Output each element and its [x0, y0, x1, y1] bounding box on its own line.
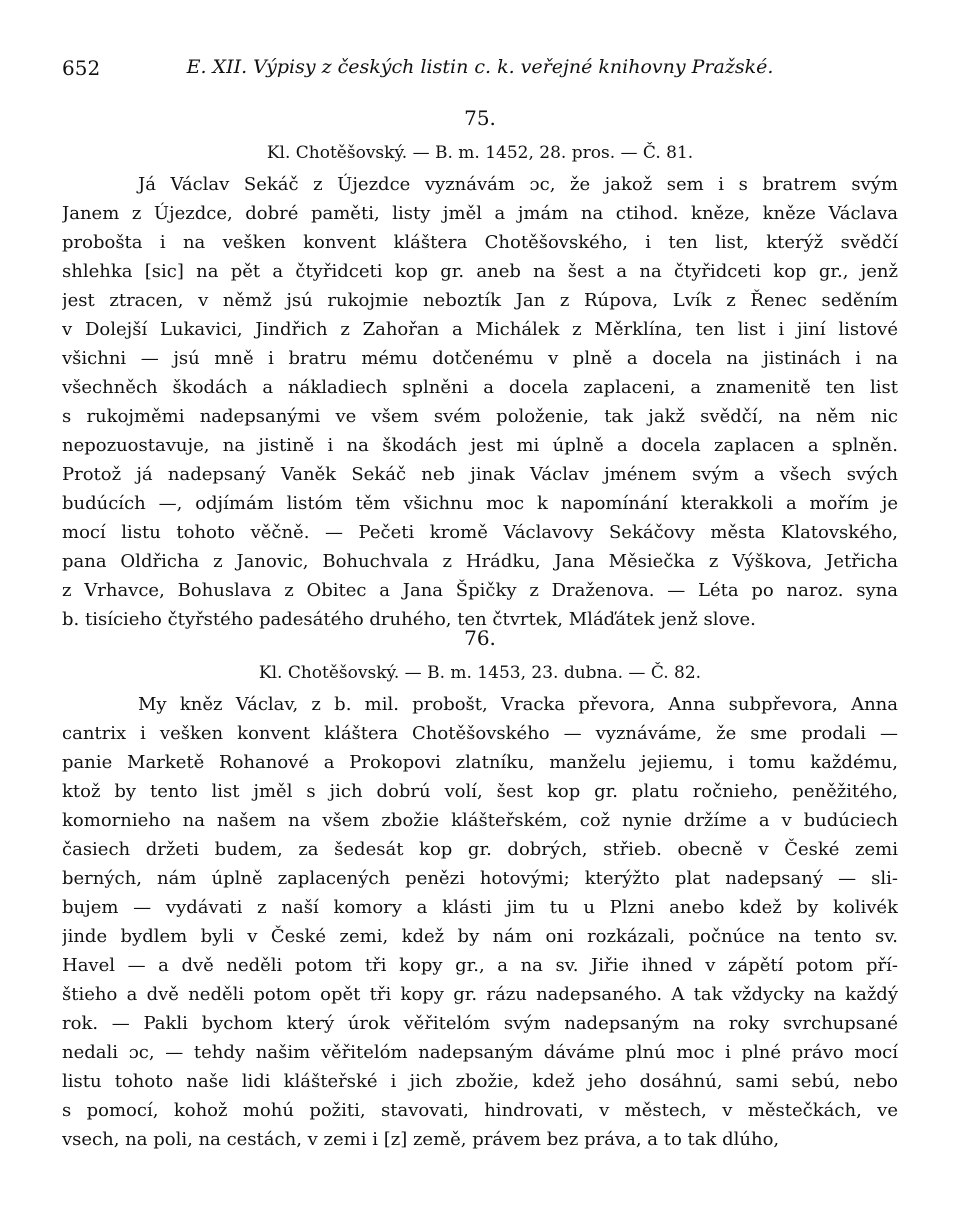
running-title: E. XII. Výpisy z českých listin c. k. veřejné knihovny Pražské.: [186, 56, 774, 78]
text-line: nedali ɔc, — tehdy našim věřitelóm nadepsaným dáváme plnú moc i plné právo mocí: [62, 1042, 898, 1063]
text-line: časiech držeti budem, za šedesát kop gr. dobrých, střieb. obecně v České zemi: [62, 839, 898, 860]
text-line: z Vrhavce, Bohuslava z Obitec a Jana Špičky z Draženova. — Léta po naroz. syna: [62, 580, 898, 601]
text-line: pana Oldřicha z Janovic, Bohuchvala z Hrádku, Jana Měsiečka z Výškova, Jetřicha: [62, 551, 898, 572]
document-source-line: Kl. Chotěšovský. — B. m. 1452, 28. pros. — Č. 81.: [266, 143, 694, 163]
text-line: budúcích —, odjímám listóm těm všichnu moc k napomínání kterakkoli a mořím je: [62, 493, 898, 514]
text-line: v Dolejší Lukavici, Jindřich z Zahořan a Michálek z Měrklína, ten list i jiní listové: [62, 319, 898, 340]
text-line: cantrix i vešken konvent kláštera Chotěšovského — vyznáváme, že sme prodali —: [62, 723, 898, 744]
text-line: panie Marketě Rohanové a Prokopovi zlatníku, manželu jejiemu, i tomu každému,: [62, 752, 898, 773]
text-line: jinde bydlem byli v České zemi, kdež by nám oni rozkázali, počnúce na tento sv.: [62, 926, 898, 947]
text-line: s rukojměmi nadepsanými ve všem svém položenie, tak jakž svědčí, na něm nic: [62, 406, 898, 427]
document-text: [62, 690, 898, 1154]
text-line: bujem — vydávati z naší komory a klásti jim tu u Plzni anebo kdež by kolivék: [62, 897, 898, 918]
document-text: [62, 170, 898, 634]
text-line: shlehka [sic] na pět a čtyřidceti kop gr. aneb na šest a na čtyřidceti kop gr., jenž: [62, 261, 898, 282]
text-line: jest ztracen, v němž jsú rukojmie neboztík Jan z Rúpova, Lvík z Řenec seděním: [62, 290, 898, 311]
document-number: 76.: [464, 626, 496, 650]
text-line: rok. — Pakli bychom který úrok věřitelóm svým nadepsaným na roky svrchupsané: [62, 1013, 898, 1034]
text-line: berných, nám úplně zaplacených penězi hotovými; kterýžto plat nadepsaný — sli-: [62, 868, 898, 889]
text-line: nepozuostavuje, na jistině i na škodách jest mi úplně a docela zaplacen a splněn.: [62, 435, 898, 456]
page-header: [62, 56, 898, 86]
text-line: komornieho na našem na všem zbožie klášteřském, což nynie držíme a v budúciech: [62, 810, 898, 831]
document-entry: [62, 100, 898, 634]
text-line: všechněch škodách a nákladiech splněni a docela zaplaceni, a znamenitě ten list: [62, 377, 898, 398]
text-line: Protož já nadepsaný Vaněk Sekáč neb jinak Václav jménem svým a všech svých: [62, 464, 898, 485]
document-number: 75.: [464, 106, 496, 130]
text-line: My kněz Václav, z b. mil. probošt, Vracka převora, Anna subpřevora, Anna: [138, 694, 898, 715]
text-line: listu tohoto naše lidi klášteřské i jich zbožie, kdež jeho dosáhnú, sami sebú, nebo: [62, 1071, 898, 1092]
text-line: b. tisícieho čtyřstého padesátého druhého, ten čtvrtek, Mláďátek jenž slove.: [62, 609, 756, 630]
text-line: vsech, na poli, na cestách, v zemi i [z] země, právem bez práva, a to tak dlúho,: [62, 1129, 780, 1150]
text-line: ktož by tento list jměl s jich dobrú volí, šest kop gr. platu ročnieho, peněžitého,: [62, 781, 898, 802]
text-line: probošta i na vešken konvent kláštera Chotěšovského, i ten list, kterýž svědčí: [62, 232, 898, 253]
text-line: Já Václav Sekáč z Újezdce vyznávám ɔc, že jakož sem i s bratrem svým: [138, 174, 898, 195]
text-line: mocí listu tohoto věčně. — Pečeti kromě Václavovy Sekáčovy města Klatovského,: [62, 522, 898, 543]
text-line: všichni — jsú mně i bratru mému dotčenému v plně a docela na jistinách i na: [62, 348, 898, 369]
text-line: Janem z Újezdce, dobré paměti, listy jměl a jmám na ctihod. kněze, kněze Václava: [62, 203, 898, 224]
document-entry: [62, 620, 898, 1154]
document-source-line: Kl. Chotěšovský. — B. m. 1453, 23. dubna. — Č. 82.: [258, 663, 702, 683]
text-line: s pomocí, kohož mohú požiti, stavovati, hindrovati, v městech, v městečkách, ve: [62, 1100, 898, 1121]
text-line: Havel — a dvě neděli potom tři kopy gr., a na sv. Jiřie ihned v zápětí potom pří-: [62, 955, 898, 976]
page-number: 652: [62, 56, 101, 80]
text-line: štieho a dvě neděli potom opět tři kopy gr. rázu nadepsaného. A tak vždycky na každý: [62, 984, 898, 1005]
